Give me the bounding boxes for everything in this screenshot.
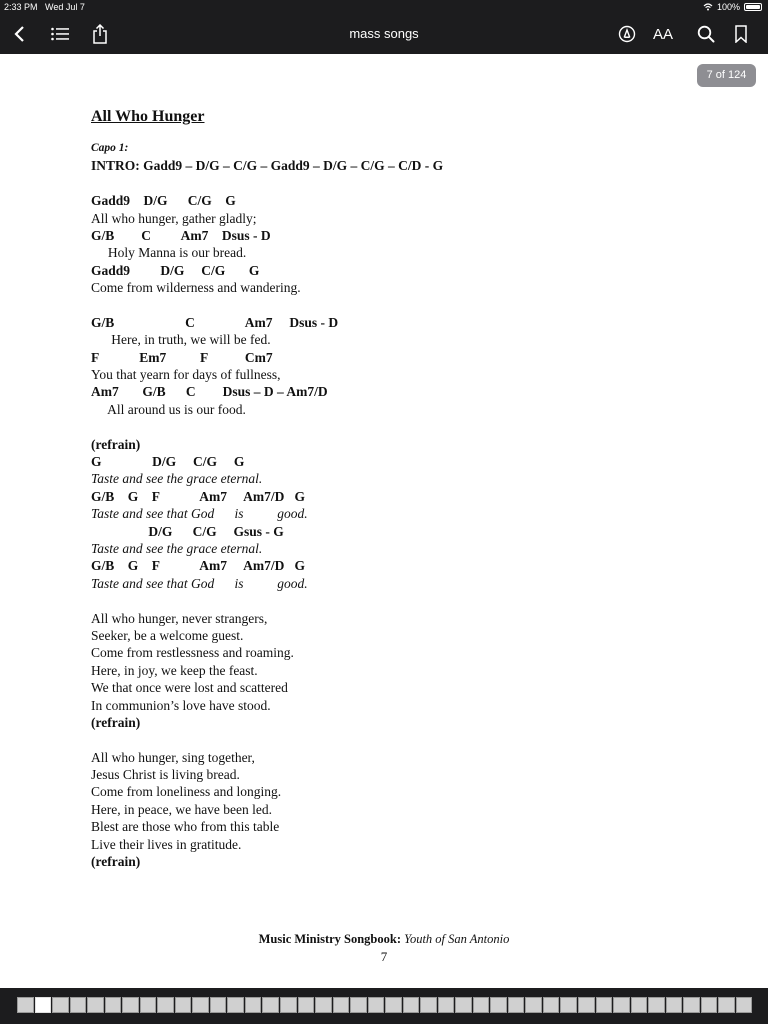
page-thumbnail[interactable] xyxy=(543,997,560,1013)
page-thumbnail[interactable] xyxy=(157,997,174,1013)
verse-2 xyxy=(91,610,651,732)
status-time-date: 2:33 PM Wed Jul 7 xyxy=(4,2,85,12)
lyric-line: All around us is our food. xyxy=(91,401,246,417)
page-thumbnail[interactable] xyxy=(122,997,139,1013)
footer-book-title: Music Ministry Songbook: xyxy=(258,932,402,946)
lyric-line: Taste and see the grace eternal. xyxy=(91,471,263,487)
lyric-line: Come from restlessness and roaming. xyxy=(91,645,294,661)
page-footer xyxy=(0,932,768,947)
markup-icon[interactable] xyxy=(615,22,639,46)
page-thumbnail[interactable] xyxy=(420,997,437,1013)
chord-line: Gadd9 D/G C/G G xyxy=(91,193,236,209)
lyric-line: Taste and see that God is good. xyxy=(91,575,308,591)
search-icon[interactable] xyxy=(694,22,718,46)
text-size-icon[interactable]: AA xyxy=(652,25,673,43)
page-thumbnail[interactable] xyxy=(385,997,402,1013)
intro-chords: INTRO: Gadd9 – D/G – C/G – Gadd9 – D/G – C/G – C/D - G xyxy=(91,158,444,174)
page-thumbnail[interactable] xyxy=(298,997,315,1013)
lyric-line: Live their lives in gratitude. xyxy=(91,836,242,852)
page-thumbnail[interactable] xyxy=(333,997,350,1013)
chord-line: F Em7 F Cm7 xyxy=(91,349,273,365)
page-thumbnails[interactable] xyxy=(17,997,752,1013)
page-thumbnail[interactable] xyxy=(262,997,279,1013)
refrain xyxy=(91,436,651,593)
lyric-line: Holy Manna is our bread. xyxy=(91,245,247,261)
lyric-line: In communion’s love have stood. xyxy=(91,697,271,713)
page-thumbnail[interactable] xyxy=(683,997,700,1013)
spacer xyxy=(91,731,651,748)
page-thumbnail[interactable] xyxy=(210,997,227,1013)
lyric-line: All who hunger, sing together, xyxy=(91,749,255,765)
page-thumbnail[interactable] xyxy=(596,997,613,1013)
page-thumbnail[interactable] xyxy=(648,997,665,1013)
spacer xyxy=(91,592,651,609)
page-thumbnail[interactable] xyxy=(718,997,735,1013)
page-thumbnail[interactable] xyxy=(403,997,420,1013)
spacer xyxy=(91,418,651,435)
page-thumbnail[interactable] xyxy=(666,997,683,1013)
verse-1 xyxy=(91,192,651,296)
lyric-line: Jesus Christ is living bread. xyxy=(91,767,240,783)
page-thumbnail[interactable] xyxy=(140,997,157,1013)
page-thumbnail[interactable] xyxy=(350,997,367,1013)
spacer xyxy=(91,297,651,314)
chord-line: G/B C Am7 Dsus - D xyxy=(91,227,271,243)
page-thumbnail[interactable] xyxy=(368,997,385,1013)
page-thumbnail[interactable] xyxy=(473,997,490,1013)
page-thumbnail[interactable] xyxy=(192,997,209,1013)
lyric-line: Come from loneliness and longing. xyxy=(91,784,282,800)
chord-line: G/B G F Am7 Am7/D G xyxy=(91,488,306,504)
page-thumbnail[interactable] xyxy=(525,997,542,1013)
bookmark-icon[interactable] xyxy=(729,22,753,46)
page-thumbnail[interactable] xyxy=(631,997,648,1013)
page-thumbnail[interactable] xyxy=(578,997,595,1013)
lyric-line: Here, in peace, we have been led. xyxy=(91,801,273,817)
page-thumbnail[interactable] xyxy=(455,997,472,1013)
battery-percent: 100% xyxy=(716,2,740,12)
verse-1-continued xyxy=(91,314,651,418)
page-thumbnail[interactable] xyxy=(613,997,630,1013)
chord-line: Gadd9 D/G C/G G xyxy=(91,262,260,278)
page-thumbnail[interactable] xyxy=(105,997,122,1013)
status-bar xyxy=(0,0,768,14)
song-sheet xyxy=(91,104,651,870)
lyric-line: We that once were lost and scattered xyxy=(91,680,288,696)
page-thumbnail[interactable] xyxy=(87,997,104,1013)
page-thumbnail[interactable] xyxy=(280,997,297,1013)
page-thumbnail[interactable] xyxy=(227,997,244,1013)
chord-line: G/B G F Am7 Am7/D G xyxy=(91,558,306,574)
page-indicator: 7 of 124 xyxy=(697,64,756,87)
toolbar xyxy=(0,14,768,54)
wifi-icon xyxy=(703,3,713,11)
page-thumbnail[interactable] xyxy=(560,997,577,1013)
page-thumbnail[interactable] xyxy=(315,997,332,1013)
verse-3 xyxy=(91,749,651,871)
capo-note: Capo 1: xyxy=(91,142,129,154)
page-thumbnail[interactable] xyxy=(70,997,87,1013)
lyric-line: All who hunger, gather gladly; xyxy=(91,210,257,226)
page-thumbnail[interactable] xyxy=(52,997,69,1013)
page-scrubber[interactable] xyxy=(0,988,768,1024)
page-thumbnail[interactable] xyxy=(736,997,753,1013)
page-thumbnail-current[interactable] xyxy=(35,997,52,1013)
page-thumbnail[interactable] xyxy=(438,997,455,1013)
lyric-line: You that yearn for days of fullness, xyxy=(91,367,281,383)
lyric-line: Taste and see the grace eternal. xyxy=(91,540,263,556)
lyric-line: All who hunger, never strangers, xyxy=(91,610,268,626)
lyric-line: Here, in truth, we will be fed. xyxy=(91,332,271,348)
battery-icon xyxy=(744,3,762,11)
chord-line: D/G C/G Gsus - G xyxy=(91,523,284,539)
lyric-line: Blest are those who from this table xyxy=(91,819,280,835)
lyric-line: Seeker, be a welcome guest. xyxy=(91,627,244,643)
lyric-line: Taste and see that God is good. xyxy=(91,506,308,522)
spacer xyxy=(91,175,651,192)
page-thumbnail[interactable] xyxy=(245,997,262,1013)
document-title: mass songs xyxy=(349,26,419,41)
footer-subtitle: Youth of San Antonio xyxy=(404,932,510,946)
footer-page-number: 7 xyxy=(380,949,388,964)
lyric-line: Come from wilderness and wandering. xyxy=(91,280,301,296)
page-thumbnail[interactable] xyxy=(490,997,507,1013)
chord-line: G D/G C/G G xyxy=(91,454,245,470)
page-thumbnail[interactable] xyxy=(508,997,525,1013)
song-title: All Who Hunger xyxy=(91,108,205,125)
chord-line: (refrain) xyxy=(91,714,141,730)
chord-line: G/B C Am7 Dsus - D xyxy=(91,314,339,330)
lyric-line: Here, in joy, we keep the feast. xyxy=(91,662,258,678)
chord-line: (refrain) xyxy=(91,854,141,870)
page-thumbnail[interactable] xyxy=(701,997,718,1013)
chord-line: Am7 G/B C Dsus – D – Am7/D xyxy=(91,384,328,400)
chord-line: (refrain) xyxy=(91,436,141,452)
page-thumbnail[interactable] xyxy=(175,997,192,1013)
page-thumbnail[interactable] xyxy=(17,997,34,1013)
